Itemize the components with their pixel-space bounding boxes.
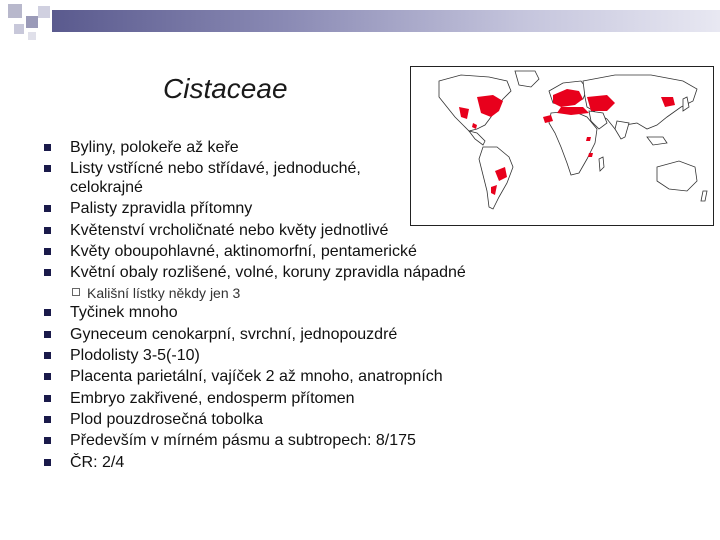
decorative-square — [8, 4, 22, 18]
decorative-header-bar — [52, 10, 720, 32]
square-bullet-icon — [44, 352, 51, 359]
list-item: Placenta parietální, vajíček 2 až mnoho, anatropních — [40, 367, 640, 388]
square-bullet-icon — [44, 165, 51, 172]
square-bullet-icon — [44, 373, 51, 380]
decorative-square — [14, 24, 24, 34]
list-item: Květy oboupohlavné, aktinomorfní, pentamerické — [40, 242, 640, 263]
square-bullet-icon — [44, 331, 51, 338]
sub-list-item: Kališní lístky někdy jen 3 — [40, 284, 640, 303]
decorative-square — [28, 32, 36, 40]
square-bullet-icon — [44, 144, 51, 151]
list-item: Listy vstřícné nebo střídavé, jednoduché, celokrajné — [40, 159, 640, 199]
square-bullet-icon — [44, 309, 51, 316]
list-item: Především v mírném pásmu a subtropech: 8/175 — [40, 431, 640, 452]
square-bullet-icon — [44, 437, 51, 444]
list-item: ČR: 2/4 — [40, 453, 640, 474]
list-item: Tyčinek mnoho — [40, 303, 640, 324]
square-bullet-icon — [44, 227, 51, 234]
square-bullet-icon — [44, 205, 51, 212]
list-item: Palisty zpravidla přítomny — [40, 199, 640, 220]
bullet-list — [40, 138, 640, 474]
list-item: Plod pouzdrosečná tobolka — [40, 410, 640, 431]
decorative-square — [26, 16, 38, 28]
square-bullet-icon — [44, 395, 51, 402]
list-item: Byliny, polokeře až keře — [40, 138, 640, 159]
square-bullet-icon — [44, 269, 51, 276]
hollow-square-bullet-icon — [72, 288, 80, 296]
square-bullet-icon — [44, 248, 51, 255]
list-item: Gyneceum cenokarpní, svrchní, jednopouzdré — [40, 325, 640, 346]
list-item: Květní obaly rozlišené, volné, koruny zpravidla nápadné — [40, 263, 640, 284]
square-bullet-icon — [44, 416, 51, 423]
slide-title: Cistaceae — [163, 73, 288, 104]
list-item: Plodolisty 3-5(-10) — [40, 346, 640, 367]
decorative-square — [38, 6, 50, 18]
list-item: Embryo zakřivené, endosperm přítomen — [40, 389, 640, 410]
list-item: Květenství vrcholičnaté nebo květy jednotlivé — [40, 221, 640, 242]
square-bullet-icon — [44, 459, 51, 466]
